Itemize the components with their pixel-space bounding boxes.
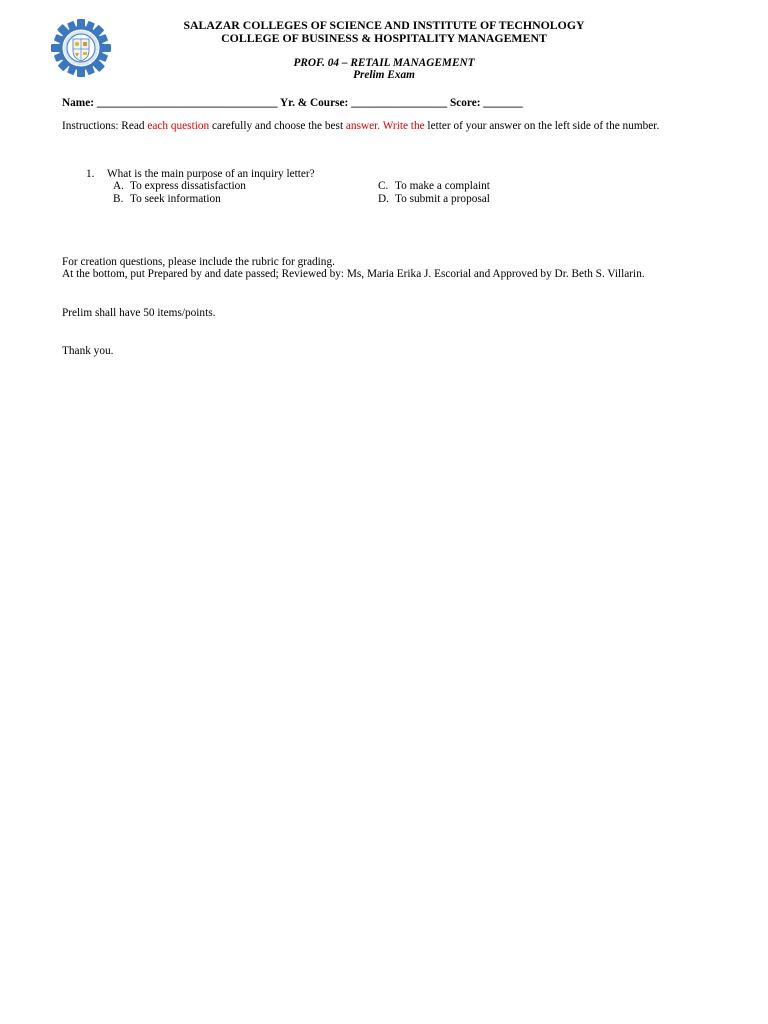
option-text: To express dissatisfaction	[130, 180, 246, 192]
instructions-text: carefully and choose the best	[209, 120, 346, 132]
instructions-text: Instructions: Read	[62, 120, 148, 132]
rubric-note: For creation questions, please include the rubric for grading.	[62, 256, 335, 268]
signatories-note: At the bottom, put Prepared by and date passed; Reviewed by: Ms, Maria Erika J. Escorial and Approved by Dr. Beth S. Villarin.	[62, 268, 645, 280]
name-course-score-line: Name: ________________________________ Yr. & Course: _________________ Score: _______	[62, 97, 523, 109]
school-name: SALAZAR COLLEGES OF SCIENCE AND INSTITUTE OF TECHNOLOGY	[183, 18, 585, 32]
instructions-highlight: each question	[147, 120, 210, 132]
exam-title: Prelim Exam	[353, 69, 415, 81]
instructions-highlight: answer. Write the	[345, 120, 425, 132]
option-a	[113, 180, 246, 193]
question-text: What is the main purpose of an inquiry letter?	[107, 168, 315, 180]
option-d	[378, 193, 490, 206]
items-note: Prelim shall have 50 items/points.	[62, 307, 216, 319]
option-text: To make a complaint	[395, 180, 490, 192]
option-b	[113, 193, 221, 206]
option-letter: A.	[113, 180, 124, 192]
option-letter: B.	[113, 193, 124, 205]
instructions	[62, 119, 702, 133]
question-number: 1.	[86, 168, 95, 180]
thank-you-note: Thank you.	[62, 345, 114, 357]
college-name: COLLEGE OF BUSINESS & HOSPITALITY MANAGEMENT	[221, 31, 547, 45]
option-letter: D.	[378, 193, 389, 205]
option-c	[378, 180, 490, 193]
option-text: To seek information	[130, 193, 221, 205]
course-title: PROF. 04 – RETAIL MANAGEMENT	[293, 57, 475, 69]
option-letter: C.	[378, 180, 389, 192]
instructions-text: letter of your answer on the left side of the number.	[424, 120, 660, 132]
option-text: To submit a proposal	[395, 193, 490, 205]
